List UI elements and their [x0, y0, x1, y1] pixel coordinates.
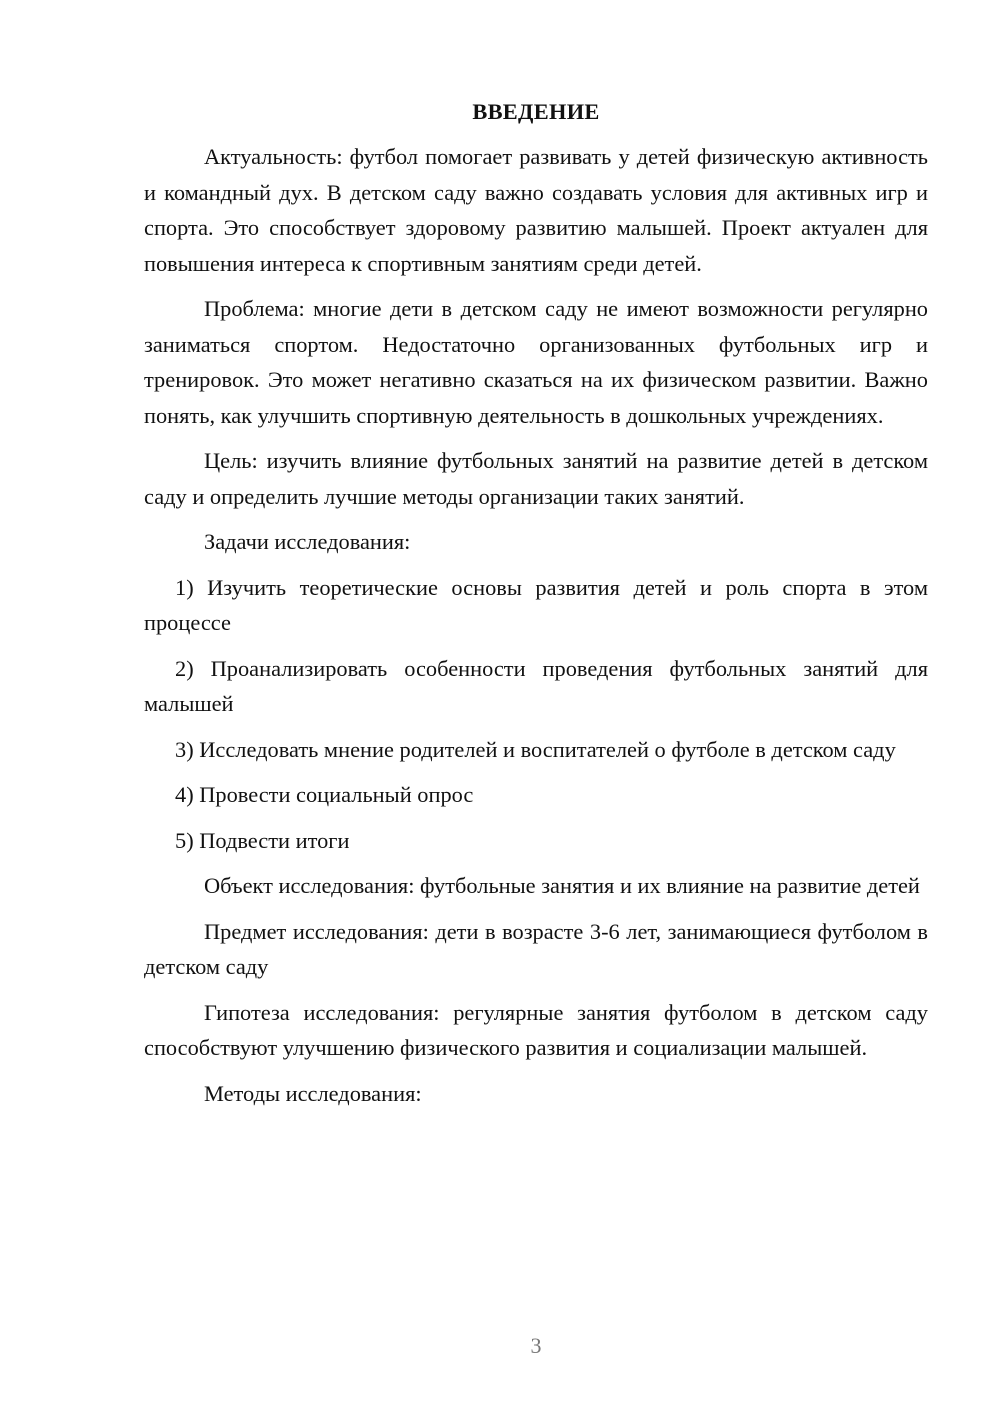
methods-heading: Методы исследования:	[204, 1080, 422, 1106]
relevance-paragraph: Актуальность: футбол помогает развивать у детей физическую активность и командный дух. В детском саду важно создавать условия для активных игр и спорта. Это способствует здоровому развитию малышей. Проект актуален для повышения интереса к спортивным занятиям среди детей.	[144, 144, 928, 276]
task-item-1: 1) Изучить теоретические основы развития детей и роль спорта в этом процессе	[144, 574, 928, 635]
task-item-2: 2) Проанализировать особенности проведения футбольных занятий для малышей	[144, 655, 928, 716]
task-item-3: 3) Исследовать мнение родителей и воспитателей о футболе в детском саду	[175, 736, 896, 762]
page-content	[144, 94, 928, 1121]
subject-paragraph: Предмет исследования: дети в возрасте 3-6 лет, занимающиеся футболом в детском саду	[144, 918, 928, 979]
section-title: ВВЕДЕНИЕ	[472, 99, 600, 124]
hypothesis-paragraph: Гипотеза исследования: регулярные занятия футболом в детском саду способствуют улучшению физического развития и социализации малышей.	[144, 999, 928, 1060]
task-item-4: 4) Провести социальный опрос	[175, 782, 474, 807]
tasks-heading: Задачи исследования:	[204, 529, 411, 554]
page-number: 3	[530, 1333, 542, 1358]
problem-paragraph: Проблема: многие дети в детском саду не имеют возможности регулярно заниматься спортом. Недостаточно организованных футбольных игр и тренировок. Это может негативно сказаться на их физическом развитии. Важно понять, как улучшить спортивную деятельность в дошкольных учреждениях.	[144, 296, 928, 428]
object-paragraph: Объект исследования: футбольные занятия и их влияние на развитие детей	[204, 873, 920, 898]
goal-paragraph: Цель: изучить влияние футбольных занятий на развитие детей в детском саду и определить лучшие методы организации таких занятий.	[144, 448, 928, 509]
task-item-5: 5) Подвести итоги	[175, 827, 350, 853]
